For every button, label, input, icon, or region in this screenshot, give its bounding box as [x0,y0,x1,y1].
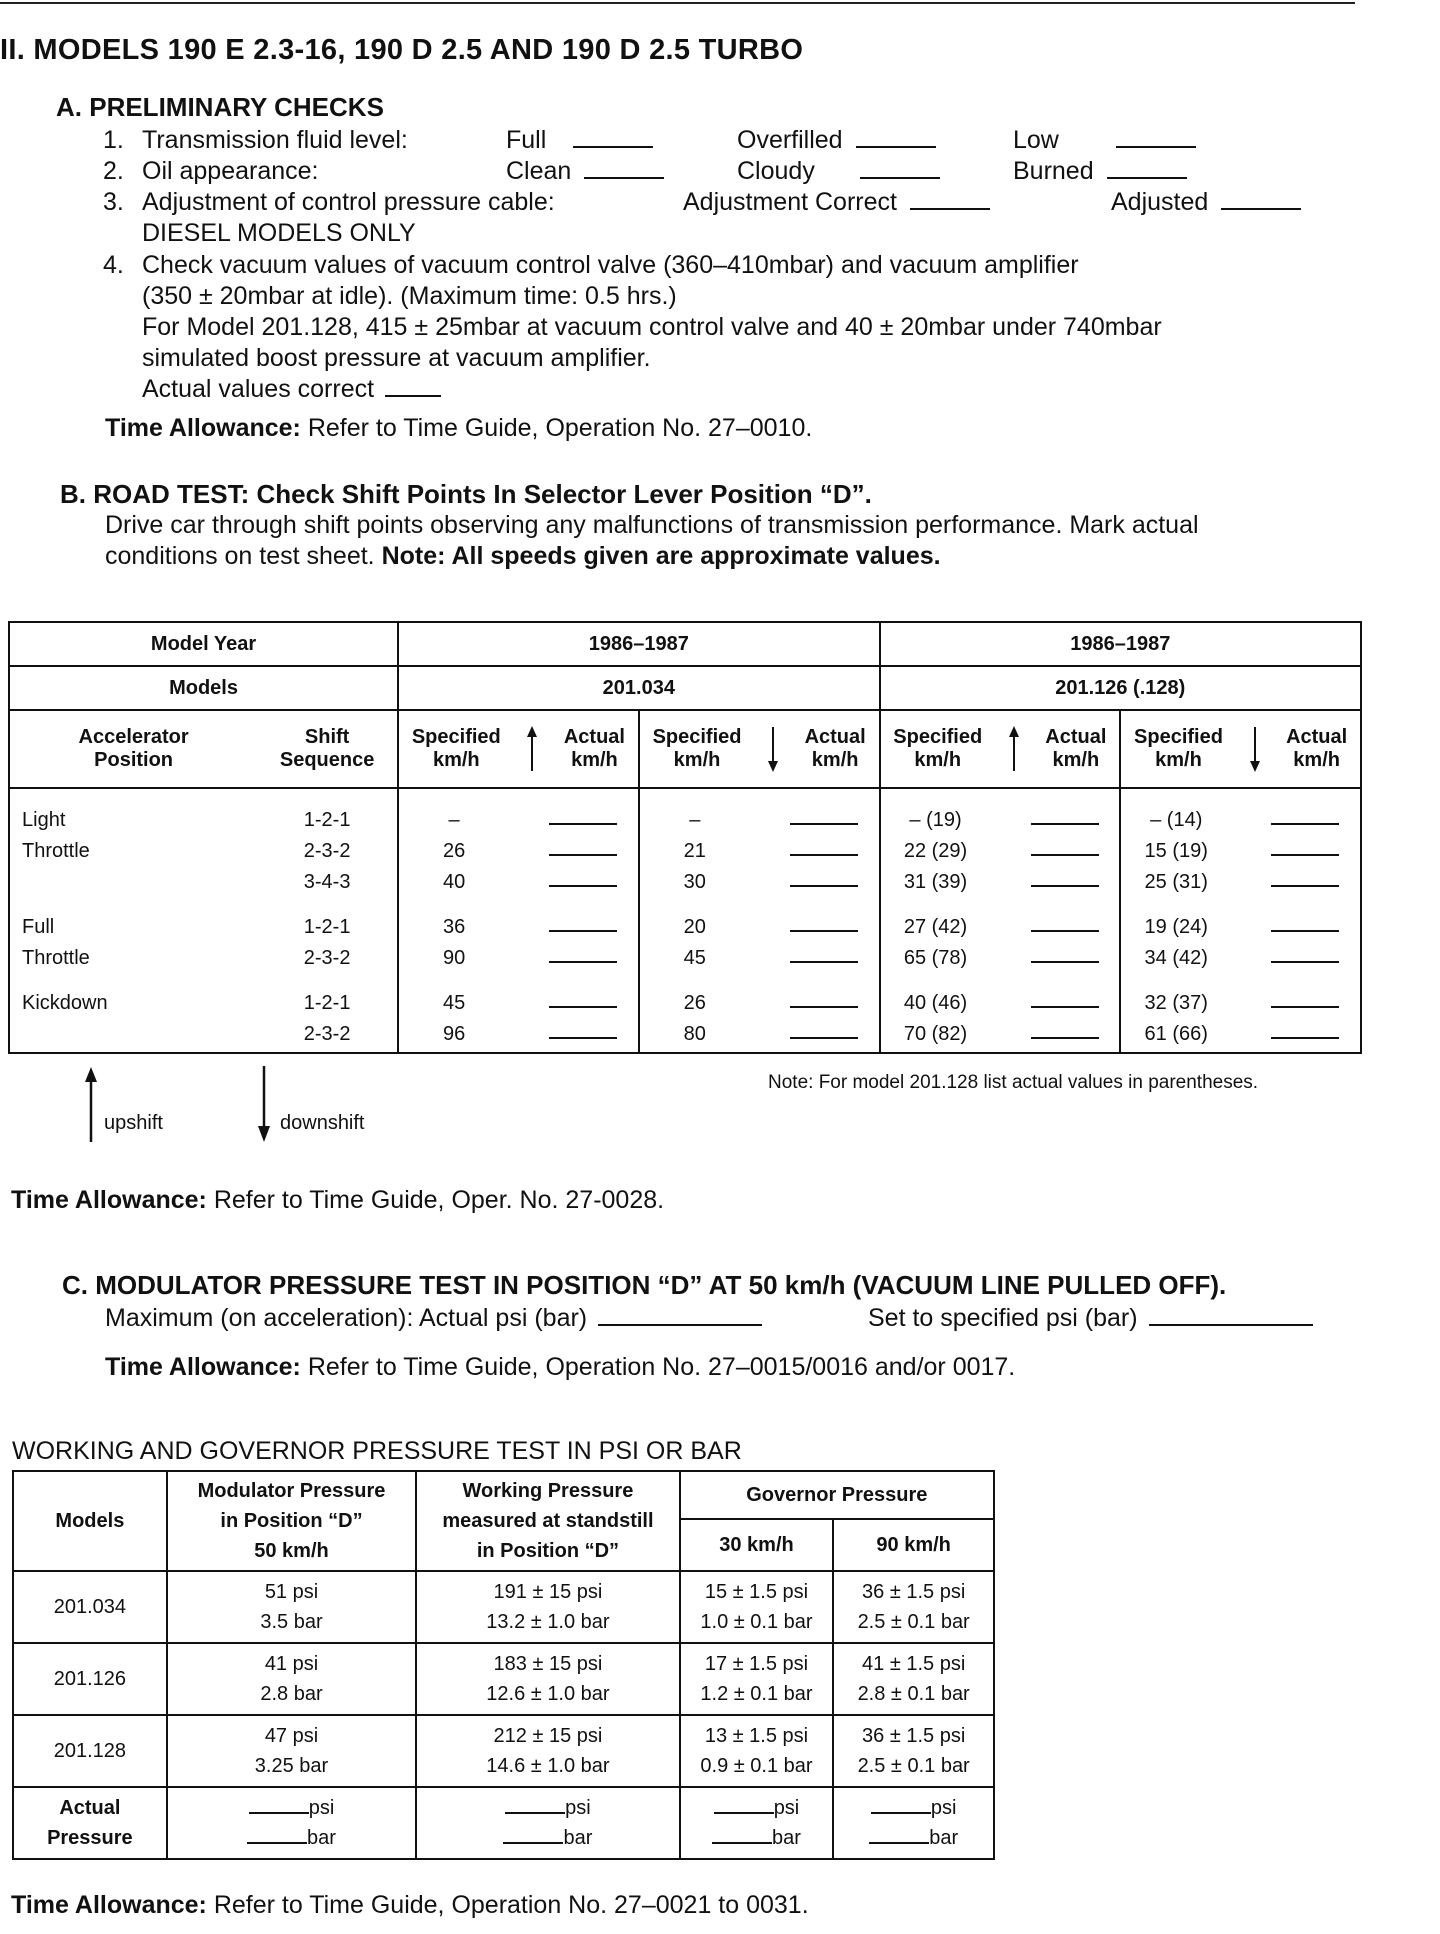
col-header-3: Specified km/h Actual km/h [880,710,1121,788]
spec-value: 31 (39) [903,871,968,893]
downshift-label: downshift [280,1112,365,1134]
page-title: II. MODELS 190 E 2.3-16, 190 D 2.5 AND 190 D 2.5 TURBO [0,34,804,66]
actual-blank[interactable] [549,805,617,825]
spec-value: 26 [683,992,706,1014]
h-90: 90 km/h [833,1519,994,1571]
spec-value: 40 [442,871,466,893]
actual-blank[interactable] [1271,943,1339,963]
seq: 2-3-2 [303,1023,351,1045]
section-b-time-allowance: Time Allowance: Refer to Time Guide, Oper. No. 27-0028. [11,1186,665,1214]
spec-value: 21 [683,840,706,862]
actual-blank[interactable] [790,836,858,856]
h-working: Working Pressure measured at standstill in Position “D” [416,1471,679,1571]
actual-blank[interactable] [1271,912,1339,932]
actual-blank[interactable] [549,1019,617,1039]
position-full: Full [22,916,55,938]
actual-blank[interactable] [790,912,858,932]
h-governor: Governor Pressure [680,1471,994,1519]
row-mod: 47 psi 3.25 bar [167,1715,416,1787]
spec-value: – [689,809,701,831]
row-model: 201.126 [13,1643,167,1715]
check-1-opt-low: Low [1013,126,1196,155]
position-light: Light [22,809,66,831]
section-c-heading: C. MODULATOR PRESSURE TEST IN POSITION “D” AT 50 km/h (VACUUM LINE PULLED OFF). [62,1270,1227,1300]
actual-blank[interactable] [1271,867,1339,887]
col-header-2: Specified km/h Actual km/h [639,710,880,788]
col-2-values [639,788,880,1053]
seq: 1-2-1 [303,809,351,831]
actual-blank[interactable] [549,867,617,887]
check-4-line-3: For Model 201.128, 415 ± 25mbar at vacuum control valve and 40 ± 20mbar under 740mbar [142,313,1162,341]
check-2-opt-burned: Burned [1013,157,1187,186]
up-arrow-icon [526,725,538,773]
actual-blank[interactable] [1031,867,1099,887]
section-b-line-1: Drive car through shift points observing any malfunctions of transmission performance. Mark actual [105,511,1199,539]
row-g30: 15 ± 1.5 psi 1.0 ± 0.1 bar [680,1571,834,1643]
spec-value: 20 [683,916,706,938]
spec-value: 32 (37) [1144,992,1208,1014]
row-g90: 36 ± 1.5 psi 2.5 ± 0.1 bar [833,1715,994,1787]
h-models: Models [13,1471,167,1571]
actual-work-input[interactable]: psi bar [416,1787,679,1859]
shift-sequence-column [257,788,398,1053]
check-3-label: Adjustment of control pressure cable: [142,188,555,216]
spec-value: 25 (31) [1144,871,1208,893]
spec-value: 15 (19) [1144,840,1208,862]
seq: 1-2-1 [303,992,351,1014]
check-3-opt-adjusted: Adjusted [1111,188,1301,217]
col-3-values [880,788,1121,1053]
check-2-num: 2. [103,157,124,185]
seq: 2-3-2 [303,840,351,862]
check-1-num: 1. [103,126,124,154]
model-year-b: 1986–1987 [880,622,1361,666]
pressure-table-title: WORKING AND GOVERNOR PRESSURE TEST IN PSI OR BAR [12,1437,742,1465]
spec-value: – (14) [1150,809,1203,831]
section-b-heading: B. ROAD TEST: Check Shift Points In Selector Lever Position “D”. [60,479,872,509]
spec-value: 45 [442,992,466,1014]
down-arrow-icon [1249,725,1261,773]
position-throttle-2: Throttle [22,947,90,969]
section-a-heading: A. PRELIMINARY CHECKS [56,92,384,122]
accel-position-header: Accelerator Position [9,710,257,788]
section-b-line-2: conditions on test sheet. Note: All speeds given are approximate values. [105,542,941,570]
actual-blank[interactable] [1031,988,1099,1008]
shift-sequence-header: Shift Sequence [257,710,398,788]
check-3-num: 3. [103,188,124,216]
actual-g30-input[interactable]: psi bar [680,1787,834,1859]
actual-blank[interactable] [549,943,617,963]
actual-blank[interactable] [549,912,617,932]
seq: 3-4-3 [303,871,351,893]
spec-value: 90 [442,947,466,969]
spec-value: 22 (29) [903,840,968,862]
model-year-label: Model Year [9,622,398,666]
col-header-1: Specified km/h Actual km/h [398,710,639,788]
models-label: Models [9,666,398,710]
check-3-opt-correct: Adjustment Correct [683,188,990,217]
section-c-actual: Maximum (on acceleration): Actual psi (bar) [105,1304,762,1333]
check-4-line-4: simulated boost pressure at vacuum amplifier. [142,344,651,372]
spec-value: 45 [683,947,706,969]
check-4-line-5: Actual values correct [142,375,441,404]
actual-blank[interactable] [1271,1019,1339,1039]
spec-value: 40 (46) [903,992,968,1014]
check-2-opt-cloudy: Cloudy [737,157,940,186]
actual-g90-input[interactable]: psi bar [833,1787,994,1859]
pressure-time-allowance: Time Allowance: Refer to Time Guide, Operation No. 27–0021 to 0031. [11,1891,809,1919]
diesel-only-label: DIESEL MODELS ONLY [142,219,416,247]
col-1-values [398,788,639,1053]
row-mod: 51 psi 3.5 bar [167,1571,416,1643]
actual-blank[interactable] [1271,988,1339,1008]
col-header-4: Specified km/h Actual km/h [1120,710,1361,788]
actual-blank[interactable] [1031,912,1099,932]
row-g30: 17 ± 1.5 psi 1.2 ± 0.1 bar [680,1643,834,1715]
road-test-table [8,621,1362,1054]
actual-blank[interactable] [1031,805,1099,825]
seq: 2-3-2 [303,947,351,969]
row-model: 201.128 [13,1715,167,1787]
downshift-arrow-icon [257,1066,271,1144]
actual-blank[interactable] [790,988,858,1008]
actual-blank[interactable] [790,805,858,825]
spec-value: 36 [442,916,466,938]
upshift-label: upshift [104,1112,163,1134]
top-rule [0,2,1355,4]
actual-blank[interactable] [1271,836,1339,856]
spec-value: 65 (78) [903,947,968,969]
actual-blank[interactable] [790,867,858,887]
down-arrow-icon [767,725,779,773]
model-year-a: 1986–1987 [398,622,879,666]
spec-value: – [448,809,460,831]
check-1-opt-full: Full [506,126,653,155]
row-mod: 41 psi 2.8 bar [167,1643,416,1715]
spec-value: 27 (42) [903,916,968,938]
spec-value: 26 [442,840,466,862]
upshift-arrow-icon [84,1066,98,1144]
h-30: 30 km/h [680,1519,834,1571]
actual-blank[interactable] [549,988,617,1008]
spec-value: – (19) [909,809,962,831]
check-2-label: Oil appearance: [142,157,319,185]
check-4-line-2: (350 ± 20mbar at idle). (Maximum time: 0.5 hrs.) [142,282,677,310]
road-table-note: Note: For model 201.128 list actual values in parentheses. [768,1072,1259,1093]
actual-blank[interactable] [1031,836,1099,856]
up-arrow-icon [1008,725,1020,773]
actual-blank[interactable] [790,1019,858,1039]
pressure-table [12,1470,995,1860]
h-modulator: Modulator Pressure in Position “D” 50 km/h [167,1471,416,1571]
actual-blank[interactable] [1031,1019,1099,1039]
row-work: 183 ± 15 psi 12.6 ± 1.0 bar [416,1643,679,1715]
row-g90: 36 ± 1.5 psi 2.5 ± 0.1 bar [833,1571,994,1643]
seq: 1-2-1 [303,916,351,938]
section-c-time-allowance: Time Allowance: Refer to Time Guide, Operation No. 27–0015/0016 and/or 0017. [105,1353,1016,1381]
spec-value: 80 [683,1023,706,1045]
section-a-time-allowance: Time Allowance: Refer to Time Guide, Operation No. 27–0010. [105,414,813,442]
actual-blank[interactable] [1031,943,1099,963]
check-1-label: Transmission fluid level: [142,126,408,154]
position-throttle-1: Throttle [22,840,90,862]
actual-blank[interactable] [549,836,617,856]
model-b: 201.126 (.128) [880,666,1361,710]
check-2-opt-clean: Clean [506,157,664,186]
actual-pressure-label: Actual Pressure [13,1787,167,1859]
col-4-values [1120,788,1361,1053]
check-1-opt-overfilled: Overfilled [737,126,936,155]
position-kickdown: Kickdown [22,992,108,1014]
row-model: 201.034 [13,1571,167,1643]
spec-value: 70 (82) [903,1023,968,1045]
spec-value: 30 [683,871,706,893]
actual-blank[interactable] [790,943,858,963]
model-a: 201.034 [398,666,879,710]
check-4-line-1: Check vacuum values of vacuum control valve (360–410mbar) and vacuum amplifier [142,251,1079,279]
spec-value: 96 [442,1023,466,1045]
check-4-num: 4. [103,251,124,279]
section-c-specified: Set to specified psi (bar) [868,1304,1313,1333]
row-work: 212 ± 15 psi 14.6 ± 1.0 bar [416,1715,679,1787]
row-g90: 41 ± 1.5 psi 2.8 ± 0.1 bar [833,1643,994,1715]
actual-blank[interactable] [1271,805,1339,825]
spec-value: 34 (42) [1144,947,1208,969]
row-work: 191 ± 15 psi 13.2 ± 1.0 bar [416,1571,679,1643]
accel-position-column [9,788,257,1053]
row-g30: 13 ± 1.5 psi 0.9 ± 0.1 bar [680,1715,834,1787]
actual-mod-input[interactable]: psi bar [167,1787,416,1859]
spec-value: 19 (24) [1144,916,1208,938]
spec-value: 61 (66) [1144,1023,1208,1045]
